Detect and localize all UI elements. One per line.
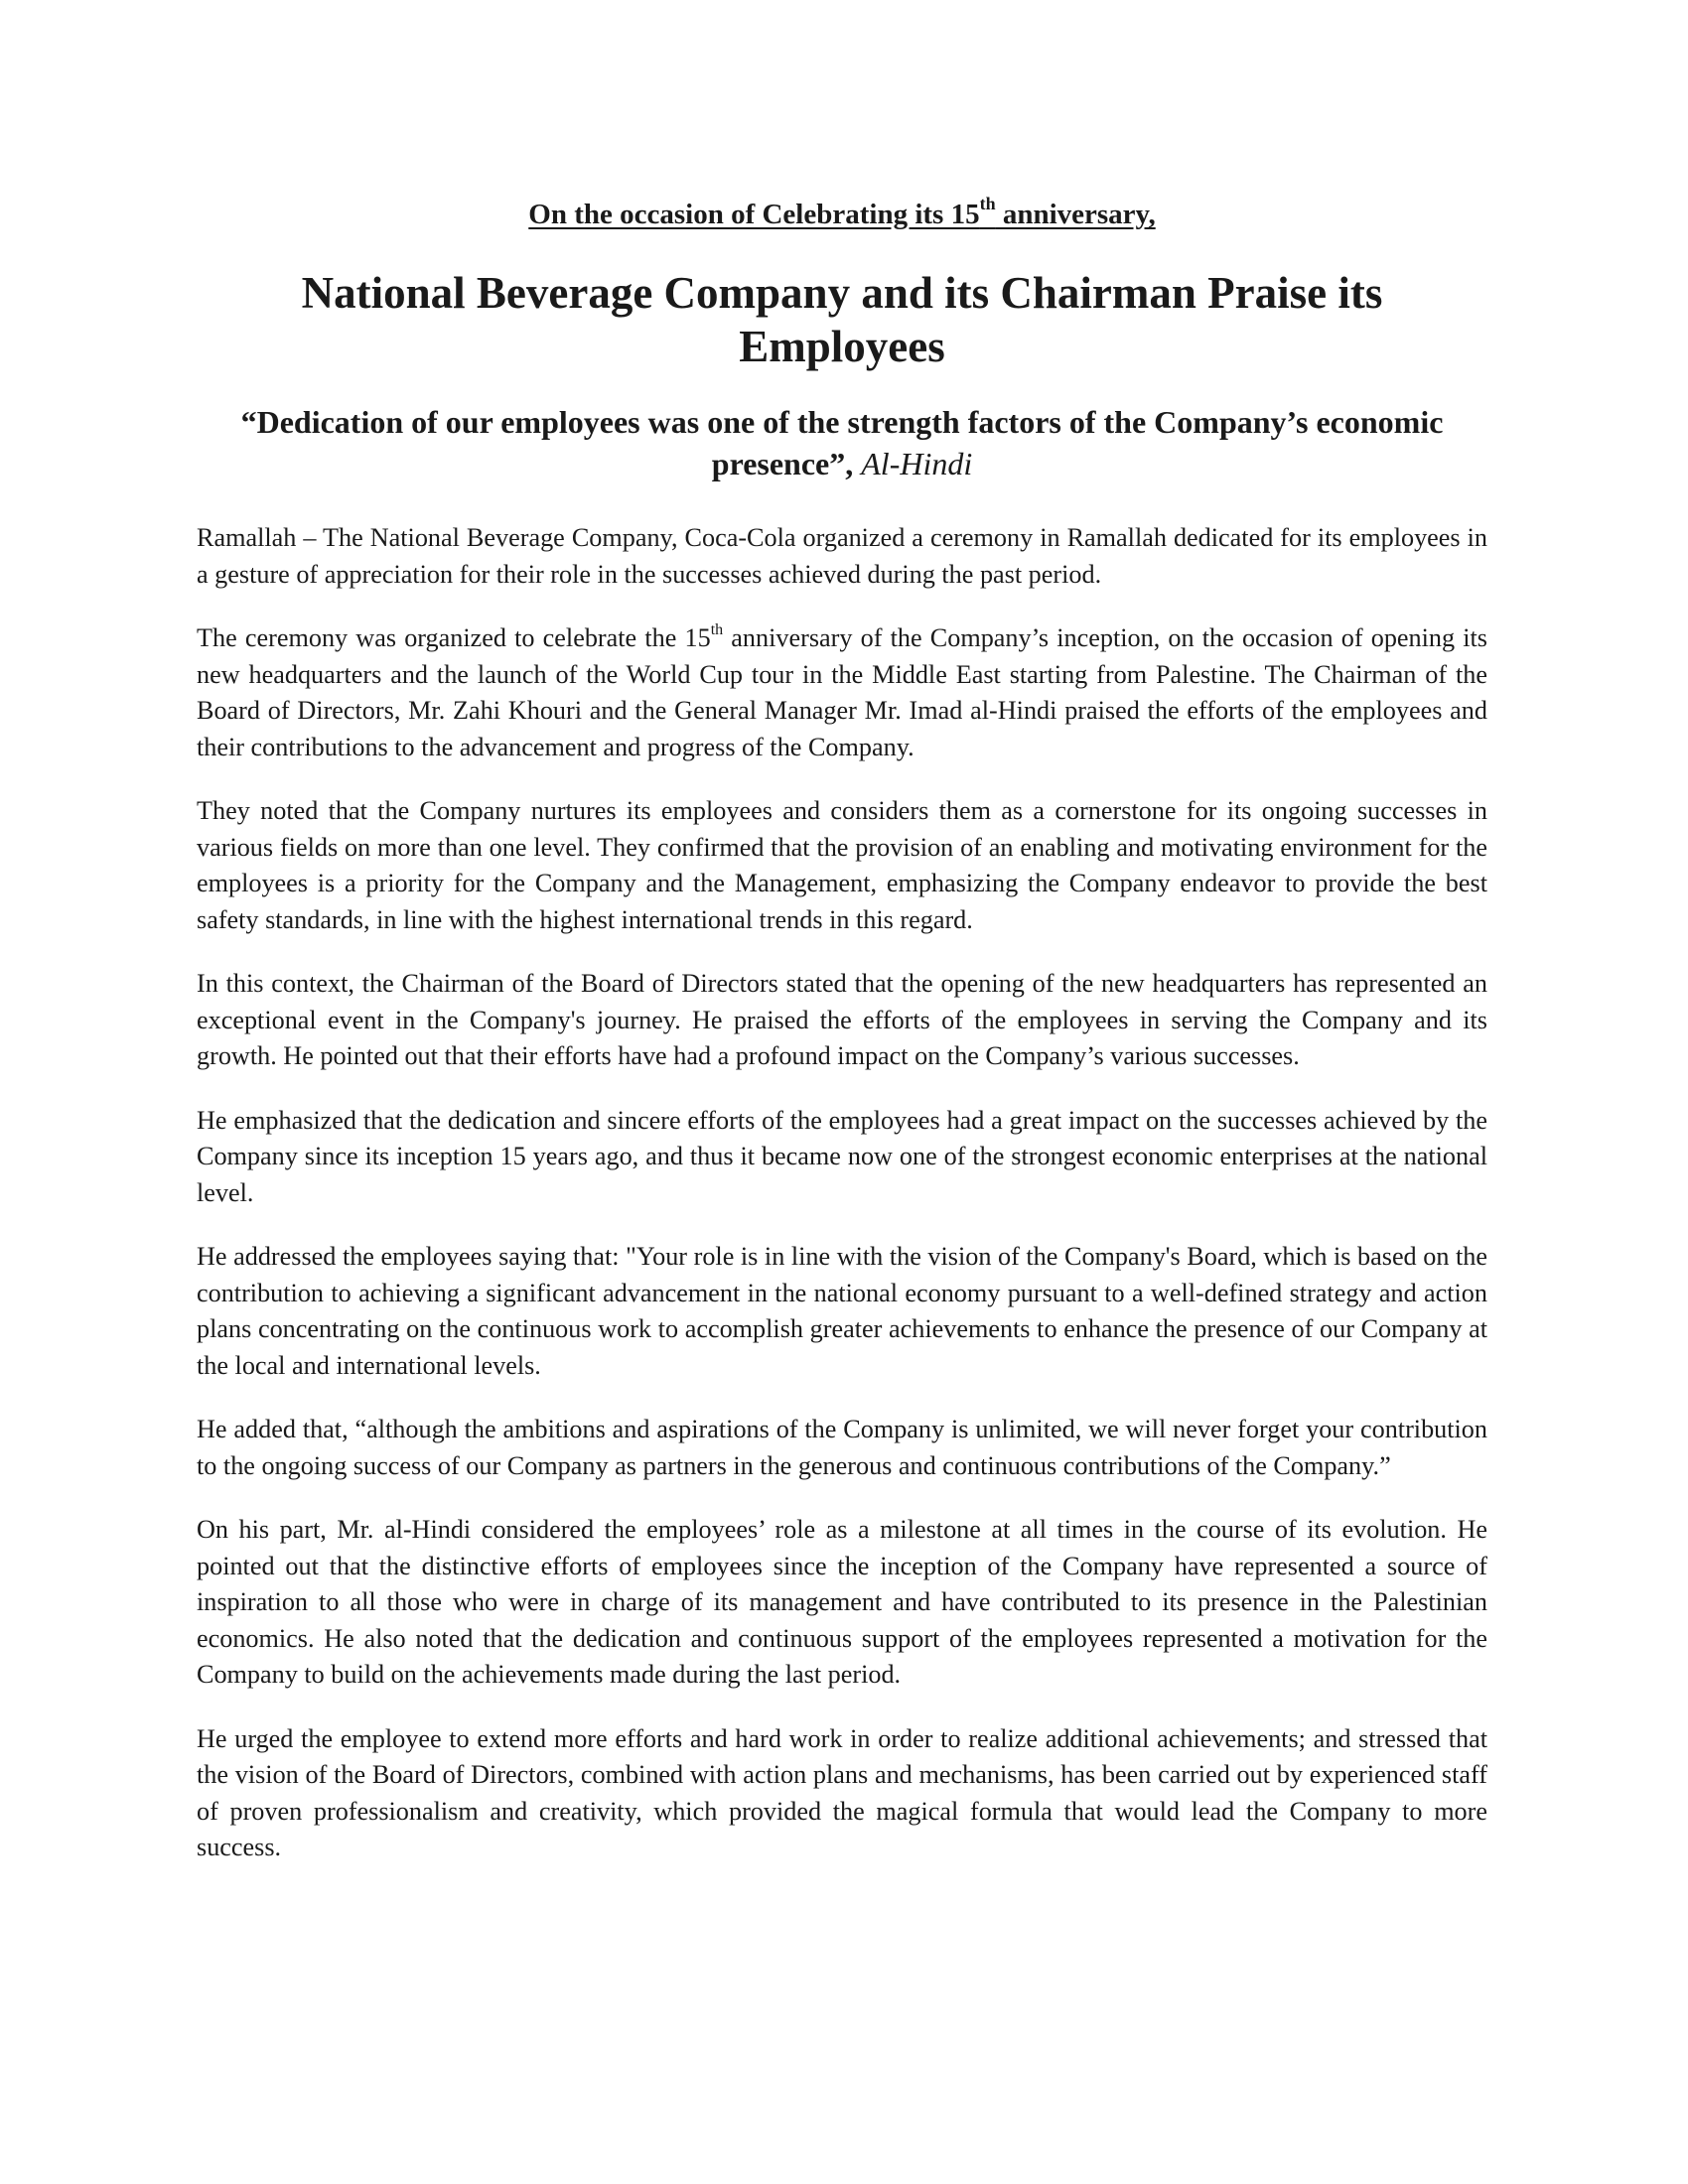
paragraph-6: He addressed the employees saying that: "Your role is in line with the vision of the Company's Board, which is based on the contribution to achieving a significant advancement in the national economy pursuant to a well-defined strategy and action plans concentrating on the continuous work to accomplish greater achievements to enhance the presence of our Company at the local and international levels. <box>197 1242 1487 1380</box>
headline: National Beverage Company and its Chairman Praise its Employees <box>301 268 1383 371</box>
subhead-attribution: Al-Hindi <box>861 446 973 481</box>
paragraph-3: They noted that the Company nurtures its employees and considers them as a cornerstone for its ongoing successes in various fields on more than one level. They confirmed that the provision of an enabling and motivating environment for the employees is a priority for the Company and the Management, emphasizing the Company endeavor to provide the best safety standards, in line with the highest international trends in this regard. <box>197 796 1487 934</box>
paragraph-2-start: The ceremony was organized to celebrate the 15 <box>197 623 711 652</box>
kicker-text-end: anniversary, <box>995 199 1156 230</box>
document-page <box>197 191 1487 1894</box>
paragraph-4: In this context, the Chairman of the Board of Directors stated that the opening of the new headquarters has represented an exceptional event in the Company's journey. He praised the efforts of the employees in serving the Company and its growth. He pointed out that their efforts have had a profound impact on the Company’s various successes. <box>197 969 1487 1070</box>
kicker-ordinal-suffix: th <box>979 194 996 214</box>
paragraph-2-ordinal-suffix: th <box>710 621 724 639</box>
paragraph-2-rest: anniversary of the Company’s inception, on the occasion of opening its new headquarters and the launch of the World Cup tour in the Middle East starting from Palestine. The Chairman of the Board of Directors, Mr. Zahi Khouri and the General Manager Mr. Imad al-Hindi praised the efforts of the employees and their contributions to the advancement and progress of the Company. <box>197 623 1488 761</box>
subheadline <box>222 401 1462 484</box>
paragraph-2 <box>197 620 1487 765</box>
paragraph-9: He urged the employee to extend more efforts and hard work in order to realize additional achievements; and stressed that the vision of the Board of Directors, combined with action plans and mechanisms, has been carried out by experienced staff of proven professionalism and creativity, which provided the magical formula that would lead the Company to more success. <box>197 1723 1487 1861</box>
kicker-line <box>197 194 1487 232</box>
paragraph-1: Ramallah – The National Beverage Company, Coca-Cola organized a ceremony in Ramallah dedicated for its employees in a gesture of appreciation for their role in the successes achieved during the past period. <box>197 523 1487 589</box>
kicker-text: On the occasion of Celebrating its 15 <box>528 199 980 230</box>
paragraph-7: He added that, “although the ambitions and aspirations of the Company is unlimited, we will never forget your contribution to the ongoing success of our Company as partners in the generous and continuous contributions of the Company.” <box>197 1415 1487 1480</box>
article-body <box>197 520 1487 1866</box>
paragraph-5: He emphasized that the dedication and sincere efforts of the employees had a great impact on the successes achieved by the Company since its inception 15 years ago, and thus it became now one of the strongest economic enterprises at the national level. <box>197 1105 1487 1207</box>
paragraph-8: On his part, Mr. al-Hindi considered the employees’ role as a milestone at all times in the course of its evolution. He pointed out that the distinctive efforts of employees since the inception of the Company have represented a source of inspiration to all those who were in charge of its management and have contributed to its presence in the Palestinian economics. He also noted that the dedication and continuous support of the employees represented a motivation for the Company to build on the achievements made during the last period. <box>197 1515 1487 1689</box>
kicker-underlined <box>528 194 1156 230</box>
subhead-quote: “Dedication of our employees was one of the strength factors of the Company’s economic presence”, <box>240 404 1444 481</box>
